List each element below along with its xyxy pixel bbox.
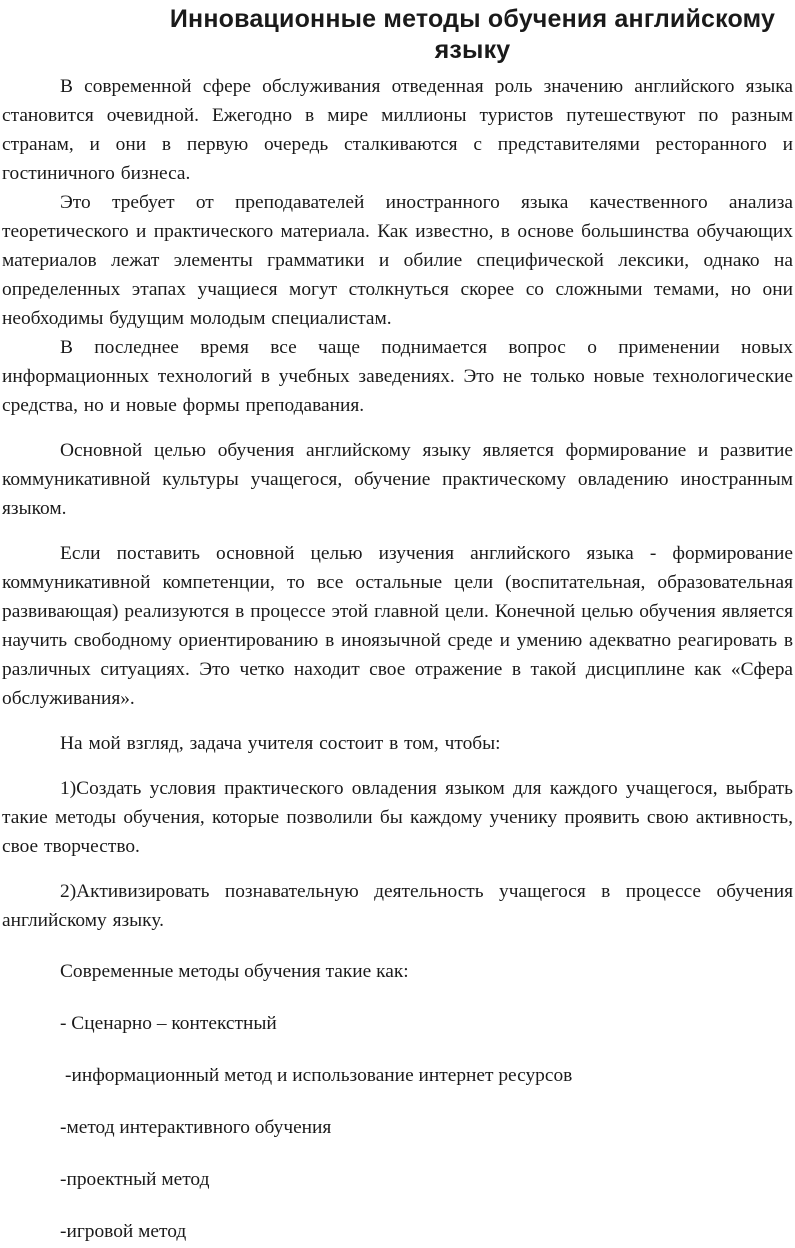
paragraph-3: В последнее время все чаще поднимается вопрос о применении новых информационных технологий в учебных заведениях. Это не только новые технологические средства, но и новые формы преподавания.: [2, 337, 793, 416]
paragraph-2: Это требует от преподавателей иностранного языка качественного анализа теоретического и практического материала. Как известно, в основе большинства обучающих материалов лежат элементы грамматики и обилие специфической лексики, однако на определенных этапах учащиеся могут столкнуться скорее со сложными темами, но они необходимы будущим молодым специалистам.: [2, 192, 793, 329]
methods-heading: Современные методы обучения такие как:: [60, 961, 409, 982]
paragraph-5: Если поставить основной целью изучения английского языка - формирование коммуникативной компетенции, то все остальные цели (воспитательная, образовательная развивающая) реализуются в процессе этой главной цели. Конечной целью обучения является научить свободному ориентированию в иноязычной среде и умению адекватно реагировать в различных ситуациях. Это четко находит свое отражение в такой дисциплине как «Сфера обслуживания».: [2, 543, 793, 709]
paragraph-6: На мой взгляд, задача учителя состоит в том, чтобы:: [60, 733, 501, 754]
paragraph-7: 1)Создать условия практического овладения языком для каждого учащегося, выбрать такие методы обучения, которые позволили бы каждому ученику проявить свою активность, свое творчество.: [2, 778, 793, 857]
method-item: -проектный метод: [60, 1169, 210, 1190]
paragraph-4: Основной целью обучения английскому языку является формирование и развитие коммуникативной культуры учащегося, обучение практическому овладению иностранным языком.: [2, 440, 793, 519]
paragraph-1: В современной сфере обслуживания отведенная роль значению английского языка становится очевидной. Ежегодно в мире миллионы туристов путешествуют по разным странам, и они в первую очередь сталкиваются с представителями ресторанного и гостиничного бизнеса.: [2, 76, 793, 184]
method-item: -игровой метод: [60, 1221, 187, 1242]
title-line-2: языку: [434, 36, 511, 64]
method-item: -информационный метод и использование интернет ресурсов: [65, 1065, 573, 1086]
method-item: - Сценарно – контекстный: [60, 1013, 277, 1034]
method-item: -метод интерактивного обучения: [60, 1117, 332, 1138]
paragraph-8: 2)Активизировать познавательную деятельность учащегося в процессе обучения английскому языку.: [2, 881, 793, 931]
document-title: [2, 4, 793, 66]
title-line-1: Инновационные методы обучения английскому: [169, 5, 776, 33]
